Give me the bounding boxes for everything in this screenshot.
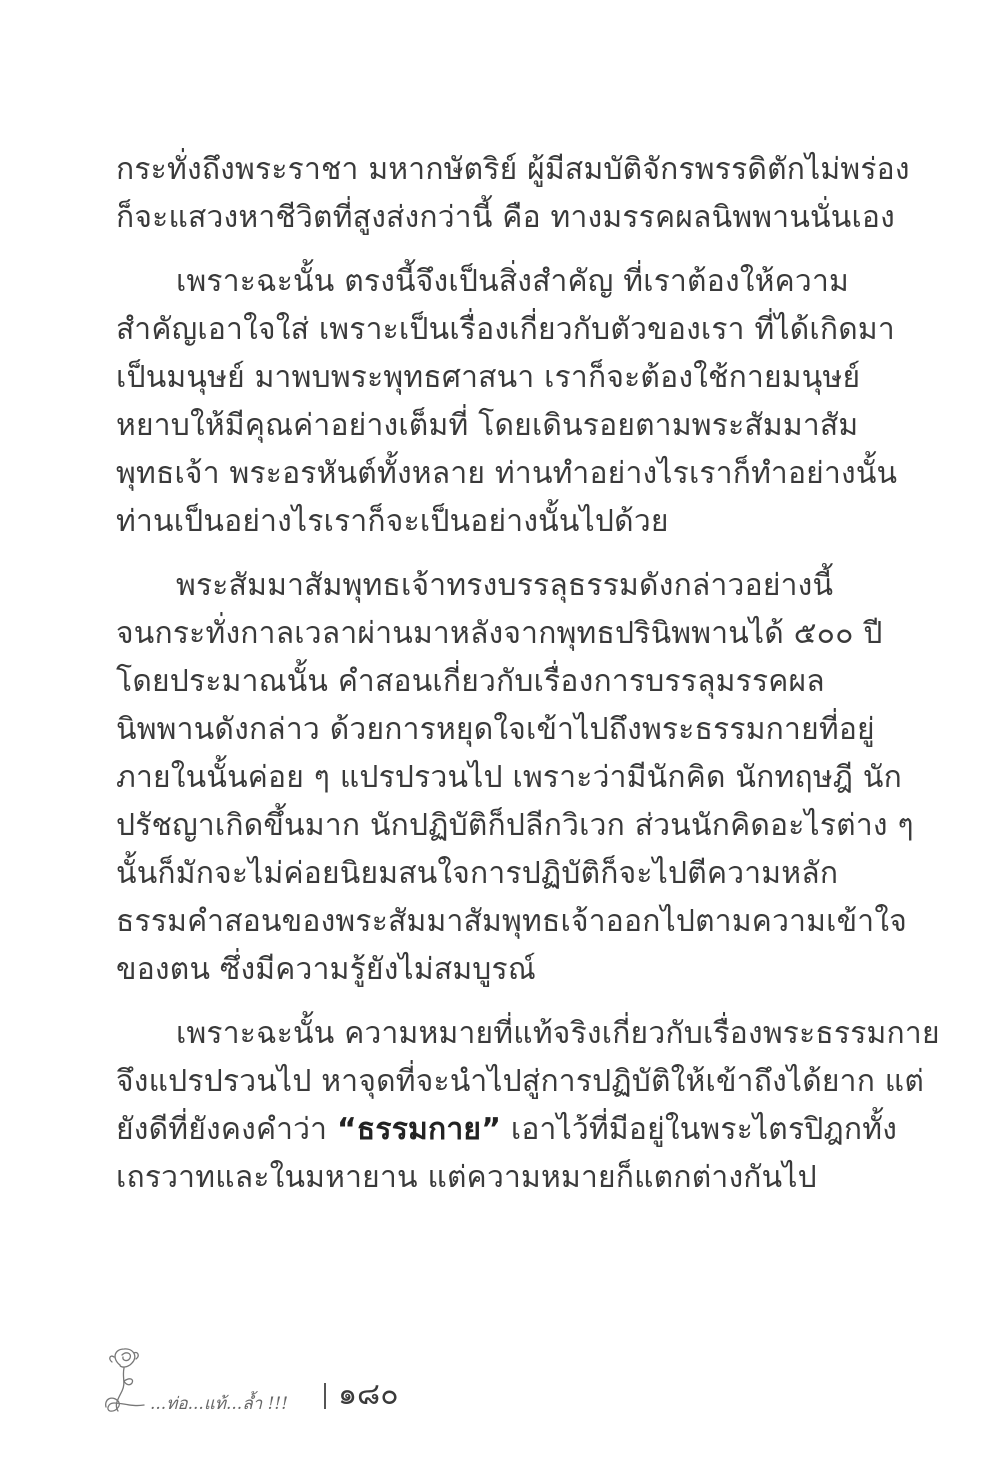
- text-line: เพราะฉะนั้น ความหมายที่แท้จริงเกี่ยวกับเรื่องพระธรรมกาย: [176, 1016, 940, 1051]
- text-line: นิพพานดังกล่าว ด้วยการหยุดใจเข้าไปถึงพระธรรมกายที่อยู่: [116, 712, 875, 747]
- text-segment: ยังดีที่ยังคงคำว่า: [116, 1112, 337, 1147]
- text-line: เพราะฉะนั้น ตรงนี้จึงเป็นสิ่งสำคัญ ที่เราต้องให้ความ: [176, 264, 849, 299]
- text-line: จึงแปรปรวนไป หาจุดที่จะนำไปสู่การปฏิบัติให้เข้าถึงได้ยาก แต่: [116, 1064, 925, 1099]
- text-line: ของตน ซึ่งมีความรู้ยังไม่สมบูรณ์: [116, 952, 536, 987]
- footer-divider: [324, 1383, 326, 1409]
- paragraph-2: [116, 258, 898, 546]
- text-line: จนกระทั่งกาลเวลาผ่านมาหลังจากพุทธปรินิพพานได้ ๕๐๐ ปี: [116, 616, 883, 651]
- text-line: พระสัมมาสัมพุทธเจ้าทรงบรรลุธรรมดังกล่าวอย่างนี้: [176, 568, 834, 603]
- page-body: [116, 146, 940, 1218]
- text-line: ก็จะแสวงหาชีวิตที่สูงส่งกว่านี้ คือ ทางมรรคผลนิพพานนั่นเอง: [116, 200, 895, 235]
- text-line: หยาบให้มีคุณค่าอย่างเต็มที่ โดยเดินรอยตามพระสัมมาสัม: [116, 408, 859, 443]
- emphasis-term: “ธรรมกาย”: [336, 1112, 502, 1147]
- signature-text: ...ท่อ...แท้...ล้ำ !!!: [150, 1394, 289, 1414]
- paragraph-4: [116, 1010, 940, 1202]
- rose-sketch-icon: [100, 1345, 322, 1415]
- text-line: ท่านเป็นอย่างไรเราก็จะเป็นอย่างนั้นไปด้วย: [116, 504, 669, 539]
- page-number: ๑๘๐: [338, 1377, 399, 1412]
- text-segment: เอาไว้ที่มีอยู่ในพระไตรปิฎกทั้ง: [501, 1112, 898, 1147]
- paragraph-3: [116, 562, 914, 994]
- text-line-with-emphasis: [116, 1106, 898, 1154]
- text-line: ภายในนั้นค่อย ๆ แปรปรวนไป เพราะว่ามีนักคิด นักทฤษฎี นัก: [116, 760, 902, 795]
- paragraph-1: [116, 146, 910, 242]
- text-line: นั้นก็มักจะไม่ค่อยนิยมสนใจการปฏิบัติก็จะไปตีความหลัก: [116, 856, 839, 891]
- text-line: โดยประมาณนั้น คำสอนเกี่ยวกับเรื่องการบรรลุมรรคผล: [116, 664, 825, 699]
- text-line: เถรวาทและในมหายาน แต่ความหมายก็แตกต่างกันไป: [116, 1160, 817, 1195]
- text-line: สำคัญเอาใจใส่ เพราะเป็นเรื่องเกี่ยวกับตัวของเรา ที่ได้เกิดมา: [116, 312, 895, 347]
- text-line: ปรัชญาเกิดขึ้นมาก นักปฏิบัติก็ปลีกวิเวก ส่วนนักคิดอะไรต่าง ๆ: [116, 808, 914, 843]
- text-line: กระทั่งถึงพระราชา มหากษัตริย์ ผู้มีสมบัติจักรพรรดิตักไม่พร่อง: [116, 152, 910, 187]
- text-line: เป็นมนุษย์ มาพบพระพุทธศาสนา เราก็จะต้องใช้กายมนุษย์: [116, 360, 861, 395]
- text-line: พุทธเจ้า พระอรหันต์ทั้งหลาย ท่านทำอย่างไรเราก็ทำอย่างนั้น: [116, 456, 898, 491]
- page-footer: [100, 1345, 440, 1415]
- text-line: ธรรมคำสอนของพระสัมมาสัมพุทธเจ้าออกไปตามความเข้าใจ: [116, 904, 907, 939]
